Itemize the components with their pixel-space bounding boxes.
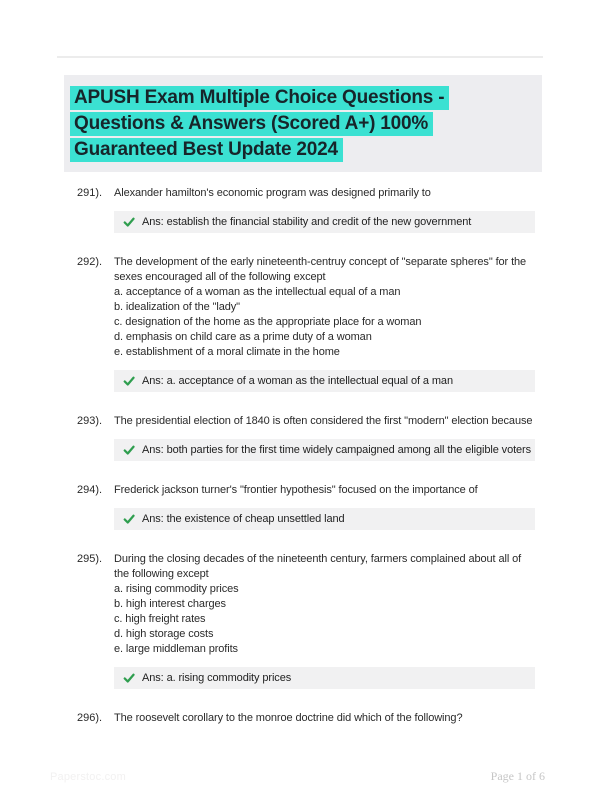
question-line: Alexander hamilton's economic program was designed primarily to [114,187,431,199]
question-block [57,552,543,689]
question-number: 293). [77,415,103,427]
question-line: The development of the early nineteenth-centruy concept of "separate spheres" for the [114,256,527,268]
answer-box [114,508,535,530]
answer-box [114,211,535,233]
title-box [64,75,542,172]
question-line: The presidential election of 1840 is often considered the first "modern" election because [114,415,533,427]
question-body [114,186,543,233]
check-icon [123,672,135,684]
check-icon [123,513,135,525]
answer-box [114,667,535,689]
question-line: e. establishment of a moral climate in the home [114,346,340,358]
question-list [57,186,543,748]
question-body [114,414,543,461]
answer-text: Ans: the existence of cheap unsettled land [142,513,345,525]
question-line: c. designation of the home as the appropriate place for a woman [114,316,422,328]
question-body [114,552,543,689]
check-icon [123,375,135,387]
question-body [114,711,543,726]
answer-text: Ans: a. acceptance of a woman as the intellectual equal of a man [142,375,453,387]
answer-text: Ans: both parties for the first time widely campaigned among all the eligible voters [142,444,532,456]
title-highlight: APUSH Exam Multiple Choice Questions - [70,86,449,110]
question-number: 295). [77,553,103,565]
check-icon [123,216,135,228]
answer-box [114,439,535,461]
question-number: 294). [77,484,103,496]
answer-box [114,370,535,392]
page-title-line [70,137,536,163]
answer-text: Ans: establish the financial stability and credit of the new government [142,216,472,228]
page-title-line [70,85,536,111]
question-block [57,483,543,530]
question-line: sexes encouraged all of the following except [114,271,326,283]
question-number: 292). [77,256,103,268]
title-highlight: Guaranteed Best Update 2024 [70,138,343,162]
title-highlight: Questions & Answers (Scored A+) 100% [70,112,433,136]
header-divider [57,56,543,58]
question-line: During the closing decades of the nineteenth century, farmers complained about all of [114,553,522,565]
check-icon [123,444,135,456]
question-block [57,255,543,392]
question-line: Frederick jackson turner's "frontier hypothesis" focused on the importance of [114,484,478,496]
question-line: d. emphasis on child care as a prime duty of a woman [114,331,372,343]
question-line: the following except [114,568,209,580]
question-line: a. acceptance of a woman as the intellectual equal of a man [114,286,401,298]
question-line: d. high storage costs [114,628,214,640]
page-indicator: Page 1 of 6 [490,769,545,783]
question-block [57,414,543,461]
question-number: 296). [77,712,103,724]
question-body [114,483,543,530]
question-line: e. large middleman profits [114,643,238,655]
page-title-line [70,111,536,137]
question-line: b. high interest charges [114,598,226,610]
question-block [57,186,543,233]
question-line: a. rising commodity prices [114,583,239,595]
question-line: The roosevelt corollary to the monroe doctrine did which of the following? [114,712,463,724]
question-line: c. high freight rates [114,613,206,625]
question-line: b. idealization of the "lady" [114,301,240,313]
watermark: Paperstoc.com [50,771,126,783]
question-block [57,711,543,726]
answer-text: Ans: a. rising commodity prices [142,672,292,684]
question-number: 291). [77,187,103,199]
question-body [114,255,543,392]
